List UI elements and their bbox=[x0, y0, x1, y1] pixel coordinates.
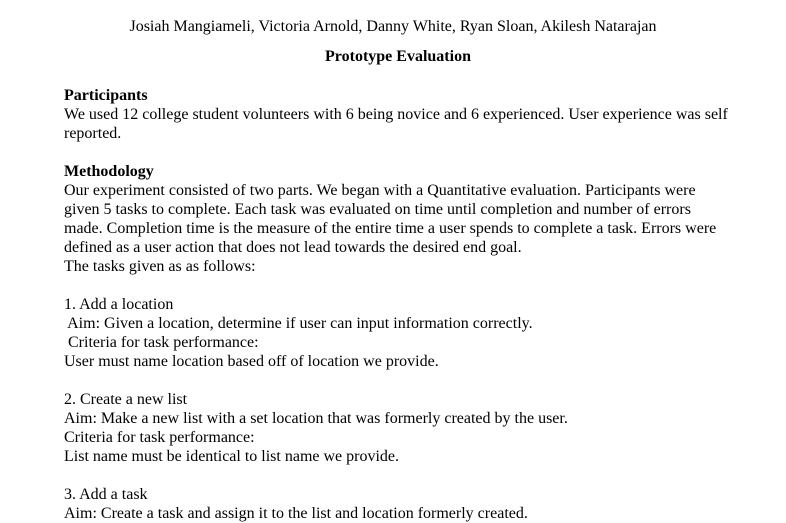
document-authors: Josiah Mangiameli, Victoria Arnold, Danny White, Ryan Sloan, Akilesh Natarajan bbox=[129, 18, 657, 35]
spacer bbox=[64, 143, 754, 162]
spacer bbox=[64, 371, 754, 390]
methodology-heading: Methodology bbox=[64, 163, 154, 180]
spacer bbox=[64, 276, 754, 295]
task-detail: List name must be identical to list name we provide. bbox=[64, 448, 400, 465]
participants-text-line: reported. bbox=[64, 125, 122, 142]
methodology-text-line: given 5 tasks to complete. Each task was evaluated on time until completion and number of errors bbox=[64, 201, 691, 218]
methodology-text-line: Our experiment consisted of two parts. We began with a Quantitative evaluation. Participants were bbox=[64, 182, 696, 199]
document-body bbox=[64, 86, 754, 523]
methodology-text-line: made. Completion time is the measure of the entire time a user spends to complete a task. Errors were bbox=[64, 220, 717, 237]
task-criteria: Criteria for task performance: bbox=[64, 429, 255, 446]
task-title: 3. Add a task bbox=[64, 486, 148, 503]
task-aim: Aim: Create a task and assign it to the list and location formerly created. bbox=[64, 505, 528, 522]
participants-text-line: We used 12 college student volunteers with 6 being novice and 6 experienced. User experience was self bbox=[64, 106, 728, 123]
document-title: Prototype Evaluation bbox=[325, 48, 471, 65]
methodology-text-line: The tasks given as as follows: bbox=[64, 258, 256, 275]
task-aim: Aim: Given a location, determine if user can input information correctly. bbox=[64, 315, 533, 332]
task-criteria: Criteria for task performance: bbox=[64, 334, 259, 351]
spacer bbox=[64, 466, 754, 485]
methodology-text-line: defined as a user action that does not lead towards the desired end goal. bbox=[64, 239, 522, 256]
task-title: 2. Create a new list bbox=[64, 391, 188, 408]
task-detail: User must name location based off of location we provide. bbox=[64, 353, 439, 370]
task-aim: Aim: Make a new list with a set location that was formerly created by the user. bbox=[64, 410, 568, 427]
participants-heading: Participants bbox=[64, 87, 148, 104]
task-title: 1. Add a location bbox=[64, 296, 174, 313]
